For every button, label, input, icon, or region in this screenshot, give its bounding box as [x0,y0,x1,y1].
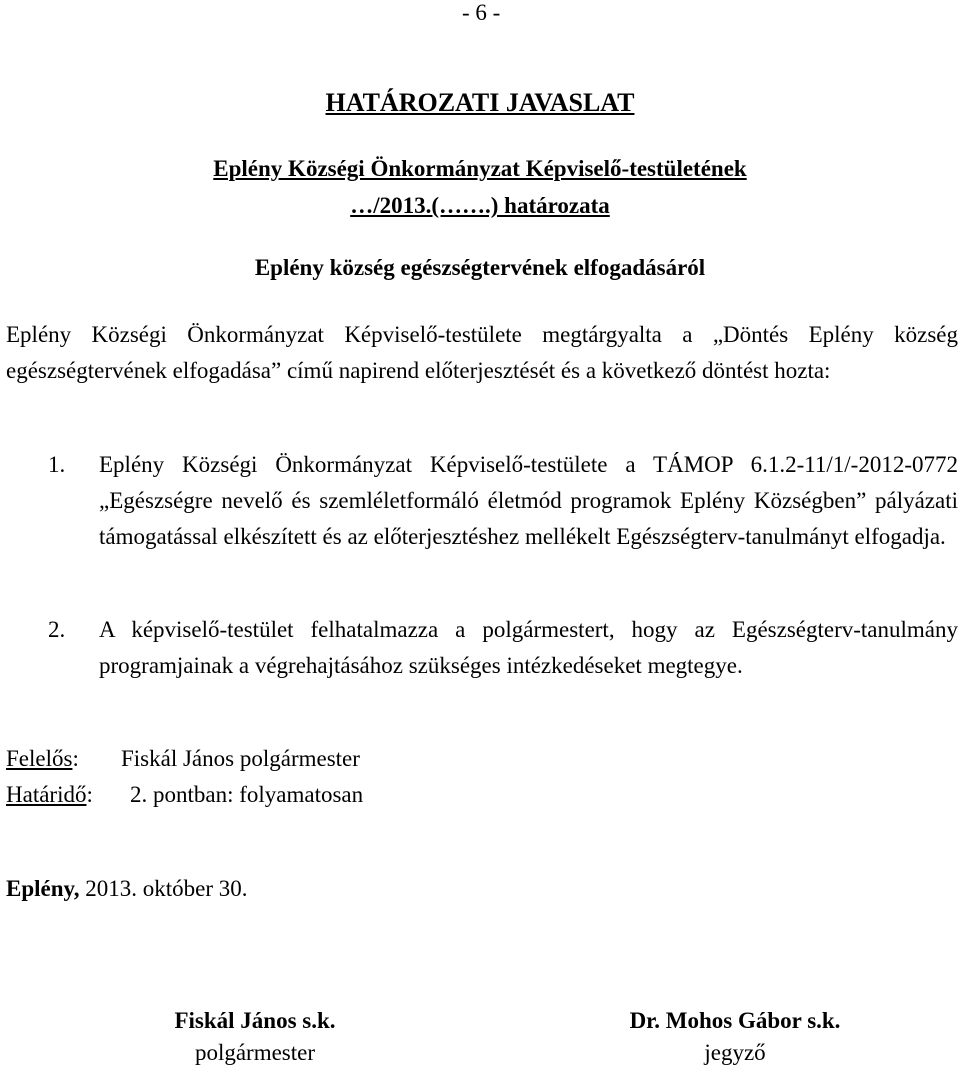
item-number: 1. [48,452,66,477]
resolution-number: …/2013.(…….) határozata [350,193,610,218]
label-colon: : [72,746,79,771]
item-text: A képviselő-testület felhatalmazza a polgármestert, hogy az Egészségterv-tanulmány programjainak a végrehajtásához szükséges intézkedéseket megtegye. [99,617,958,678]
signatory-title-mayor: polgármester [194,1040,316,1065]
page-number: - 6 - [462,0,501,25]
signatory-name-notary: Dr. Mohos Gábor s.k. [629,1008,841,1033]
label-colon: : [86,782,93,807]
signatory-name-mayor: Fiskál János s.k. [174,1008,336,1033]
responsible-label: Felelős [6,746,73,771]
deadline-label: Határidő [6,782,87,807]
signatory-title-notary: jegyző [704,1040,766,1065]
place-date [6,876,248,902]
responsible-value: Fiskál János polgármester [121,746,360,771]
deadline-value: 2. pontban: folyamatosan [130,782,364,807]
date: 2013. október 30. [85,876,248,901]
responsible-row [6,746,79,772]
intro-paragraph: Eplény Községi Önkormányzat Képviselő-testülete megtárgyalta a „Döntés Eplény község egészségtervének elfogadása” című napirend előterjesztését és a következő döntést hozta: [6,322,958,383]
item-number: 2. [48,617,66,642]
resolution-subject: Eplény község egészségtervének elfogadásáról [254,255,706,280]
deadline-row [6,782,93,808]
document-heading: HATÁROZATI JAVASLAT [325,88,635,117]
resolution-issuer: Eplény Községi Önkormányzat Képviselő-testületének [213,156,747,181]
item-text: Eplény Községi Önkormányzat Képviselő-testülete a TÁMOP 6.1.2-11/1/-2012-0772 „Egészségre nevelő és szemléletformáló életmód programok Eplény Községben” pályázati támogatással elkészített és az előterjesztéshez mellékelt Egészségterv-tanulmányt elfogadja. [99,452,958,549]
place: Eplény, [6,876,80,901]
